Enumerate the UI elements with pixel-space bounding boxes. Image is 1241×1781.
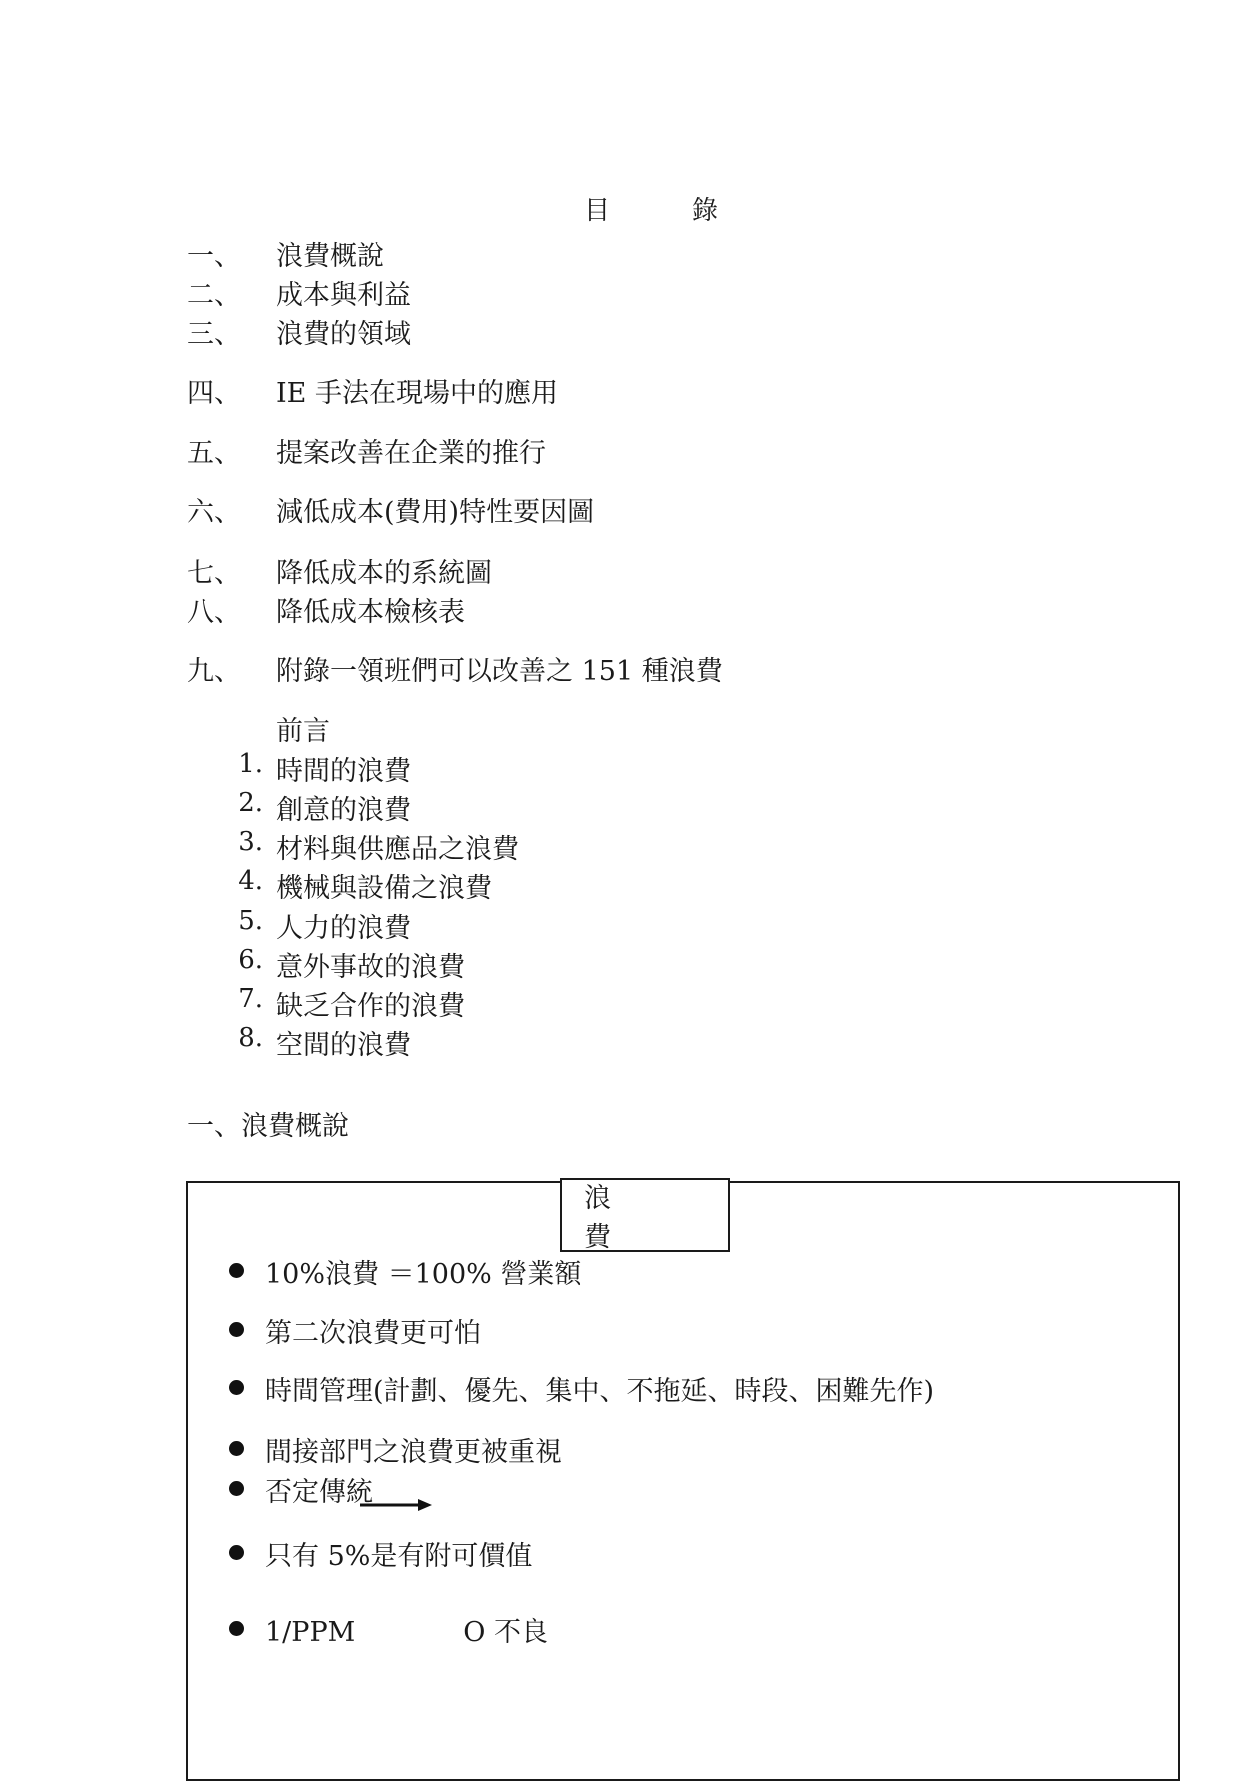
toc-item-2-number: 二、 xyxy=(187,280,241,311)
bullet-icon xyxy=(229,1481,244,1496)
preface-label: 前言 xyxy=(276,716,330,747)
sub-item-1-label: 時間的浪費 xyxy=(276,756,411,787)
toc-item-3-number: 三、 xyxy=(187,319,241,350)
toc-item-6-label: 減低成本(費用)特性要因圖 xyxy=(276,497,595,528)
sub-item-7-label: 缺乏合作的浪費 xyxy=(276,991,465,1022)
toc-item-9-label: 附錄一領班們可以改善之 151 種浪費 xyxy=(276,656,723,687)
bullet-text-4: 間接部門之浪費更被重視 xyxy=(265,1437,562,1468)
toc-item-2-label: 成本與利益 xyxy=(276,280,411,311)
toc-item-3-label: 浪費的領域 xyxy=(276,319,411,350)
sub-item-4-label: 機械與設備之浪費 xyxy=(276,873,492,904)
sub-item-2-number: 2. xyxy=(238,788,263,818)
bullet-icon xyxy=(229,1621,244,1636)
toc-item-5-label: 提案改善在企業的推行 xyxy=(276,438,546,469)
sub-item-6-label: 意外事故的浪費 xyxy=(276,952,465,983)
waste-box-title: 浪 費 xyxy=(560,1178,730,1252)
right-arrow-icon xyxy=(360,1495,432,1515)
toc-item-7-label: 降低成本的系統圖 xyxy=(276,558,492,589)
toc-item-5-number: 五、 xyxy=(187,438,241,469)
bullet-text-1: 10%浪費 ＝100% 營業額 xyxy=(265,1259,582,1290)
toc-title: 目 錄 xyxy=(584,196,747,226)
sub-item-6-number: 6. xyxy=(238,945,263,975)
sub-item-5-number: 5. xyxy=(238,906,263,936)
sub-item-2-label: 創意的浪費 xyxy=(276,795,411,826)
toc-item-8-number: 八、 xyxy=(187,597,241,628)
bullet-icon xyxy=(229,1441,244,1456)
toc-item-7-number: 七、 xyxy=(187,558,241,589)
bullet-icon xyxy=(229,1545,244,1560)
toc-item-4-number: 四、 xyxy=(187,378,241,409)
toc-item-9-number: 九、 xyxy=(187,656,241,687)
bullet-icon xyxy=(229,1322,244,1337)
bullet-text-5: 否定傳統 xyxy=(265,1477,373,1508)
toc-item-1-number: 一、 xyxy=(187,241,241,272)
bullet-icon xyxy=(229,1380,244,1395)
sub-item-3-number: 3. xyxy=(238,827,263,857)
bullet-text-6: 只有 5%是有附可價值 xyxy=(265,1541,533,1572)
sub-item-4-number: 4. xyxy=(238,866,263,896)
sub-item-3-label: 材料與供應品之浪費 xyxy=(276,834,519,865)
toc-item-1-label: 浪費概說 xyxy=(276,241,384,272)
sub-item-8-label: 空間的浪費 xyxy=(276,1030,411,1061)
bullet-text-2: 第二次浪費更可怕 xyxy=(265,1318,481,1349)
bullet-text-7: 1/PPM O 不良 xyxy=(265,1617,548,1648)
sub-item-8-number: 8. xyxy=(238,1023,263,1053)
bullet-icon xyxy=(229,1263,244,1278)
toc-item-4-label: IE 手法在現場中的應用 xyxy=(276,378,558,409)
sub-item-7-number: 7. xyxy=(238,984,263,1014)
bullet-text-3: 時間管理(計劃、優先、集中、不拖延、時段、困難先作) xyxy=(265,1376,935,1407)
sub-item-1-number: 1. xyxy=(238,749,263,779)
toc-item-8-label: 降低成本檢核表 xyxy=(276,597,465,628)
toc-item-6-number: 六、 xyxy=(187,497,241,528)
section-heading: 一、浪費概說 xyxy=(187,1111,349,1142)
sub-item-5-label: 人力的浪費 xyxy=(276,913,411,944)
